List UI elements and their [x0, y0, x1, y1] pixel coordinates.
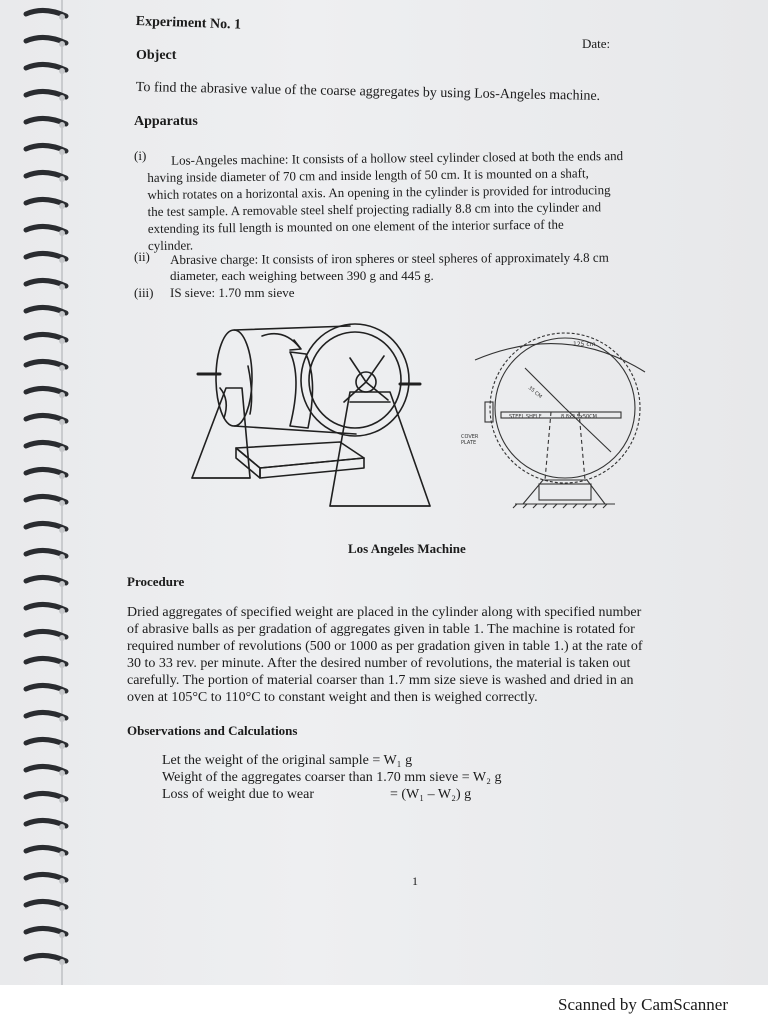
apparatus-item-3-line-1: IS sieve: 1.70 mm sieve — [170, 285, 295, 300]
los-angeles-machine-illustration — [190, 318, 436, 512]
binding-hole — [59, 770, 65, 776]
diagram-label-radius: 35 CM — [526, 385, 543, 400]
observation-label: Weight of the aggregates coarser than 1.70 mm sieve — [162, 770, 459, 785]
binding-hole — [59, 14, 65, 20]
binding-hole — [59, 932, 65, 938]
procedure-heading: Procedure — [127, 574, 185, 589]
object-heading: Object — [136, 48, 177, 63]
apparatus-heading: Apparatus — [134, 114, 198, 129]
observations-heading: Observations and Calculations — [127, 723, 298, 738]
diagram-label-shelf-dimensions: 8.8x2.5x50CM — [561, 414, 597, 420]
text-line: of abrasive balls as per gradation of aggregates given in table 1. The machine is rotated for — [127, 622, 635, 637]
experiment-heading: Experiment No. 1 — [135, 14, 242, 33]
binding-hole — [59, 41, 65, 47]
text-line: which rotates on a horizontal axis. An opening in the cylinder is provided for introducing — [147, 182, 611, 202]
apparatus-item-2-line-1: Abrasive charge: It consists of iron spheres or steel spheres of approximately 4.8 cm — [170, 249, 609, 267]
text-line: the test sample. A removable steel shelf projecting radially 8.8 cm into the cylinder and — [147, 199, 602, 219]
binding-hole — [59, 338, 65, 344]
diagram-label-shelf: STEEL SHELF — [509, 414, 542, 420]
binding-hole — [59, 905, 65, 911]
binding-hole — [59, 527, 65, 533]
binding-hole — [59, 149, 65, 155]
binding-hole — [59, 635, 65, 641]
observation-line — [162, 787, 472, 803]
binding-hole — [59, 851, 65, 857]
observation-value: = W₁ g — [372, 753, 413, 768]
text-line: required number of revolutions (500 or 1000 as per gradation given in table 1.) at the rate of — [127, 639, 643, 654]
binding-hole — [59, 176, 65, 182]
binding-hole — [59, 95, 65, 101]
diagram-label-plate: PLATE — [461, 440, 477, 446]
text-line: Los-Angeles machine: It consists of a hollow steel cylinder closed at both the ends and — [171, 148, 624, 168]
binding-hole — [59, 365, 65, 371]
diagram-label-top: 125 cm — [573, 341, 596, 348]
object-text: To find the abrasive value of the coarse aggregates by using Los-Angeles machine. — [135, 80, 601, 104]
observation-line — [162, 770, 502, 786]
figure-caption: Los Angeles Machine — [348, 541, 466, 556]
binding-hole — [59, 203, 65, 209]
binding-hole — [59, 230, 65, 236]
observation-line — [162, 753, 412, 769]
binding-hole — [59, 473, 65, 479]
apparatus-item-2-line-2: diameter, each weighing between 390 g and 445 g. — [170, 268, 434, 283]
text-line: carefully. The portion of material coarser than 1.7 mm size sieve is washed and dried in an — [127, 673, 634, 688]
text-line: extending its full length is mounted on one element of the interior surface of the — [147, 216, 564, 236]
item-number-1: (i) — [134, 148, 147, 163]
item-number-2: (ii) — [134, 249, 150, 264]
item-number-3: (iii) — [134, 285, 154, 300]
text-line: oven at 105°C to 110°C to constant weight and then is weighed correctly. — [127, 690, 538, 705]
binding-hole — [59, 122, 65, 128]
binding-hole — [59, 284, 65, 290]
binding-hole — [59, 554, 65, 560]
binding-hole — [59, 716, 65, 722]
binding-hole — [59, 581, 65, 587]
binding-hole — [59, 662, 65, 668]
binding-hole — [59, 824, 65, 830]
binding-hole — [59, 392, 65, 398]
binding-hole — [59, 608, 65, 614]
binding-hole — [59, 68, 65, 74]
binding-hole — [59, 419, 65, 425]
page-number: 1 — [412, 874, 418, 888]
camscanner-watermark: Scanned by CamScanner — [558, 995, 728, 1014]
binding-hole — [59, 743, 65, 749]
date-label: Date: — [582, 36, 611, 51]
observation-label: Let the weight of the original sample — [162, 753, 369, 768]
binding-hole — [59, 797, 65, 803]
diagram-label-cover: COVER — [461, 434, 479, 440]
binding-hole — [59, 311, 65, 317]
spiral-binding — [0, 0, 78, 985]
binding-hole — [59, 257, 65, 263]
text-line: Dried aggregates of specified weight are placed in the cylinder along with specified number — [127, 605, 642, 620]
procedure-text — [127, 604, 701, 706]
text-line: having inside diameter of 70 cm and inside length of 50 cm. It is mounted on a shaft, — [147, 165, 589, 185]
binding-hole — [59, 446, 65, 452]
observation-value: = W₂ g — [461, 770, 502, 785]
binding-hole — [59, 689, 65, 695]
binding-hole — [59, 500, 65, 506]
observation-label: Loss of weight due to wear — [162, 787, 315, 802]
observation-value: = (W₁ – W₂) g — [390, 787, 472, 802]
binding-hole — [59, 959, 65, 965]
text-line: cylinder. — [147, 237, 194, 253]
binding-hole — [59, 878, 65, 884]
cross-section-diagram — [455, 332, 655, 512]
apparatus-item-1 — [147, 146, 696, 254]
text-line: 30 to 33 rev. per minute. After the desired number of revolutions, the material is taken out — [127, 656, 631, 671]
